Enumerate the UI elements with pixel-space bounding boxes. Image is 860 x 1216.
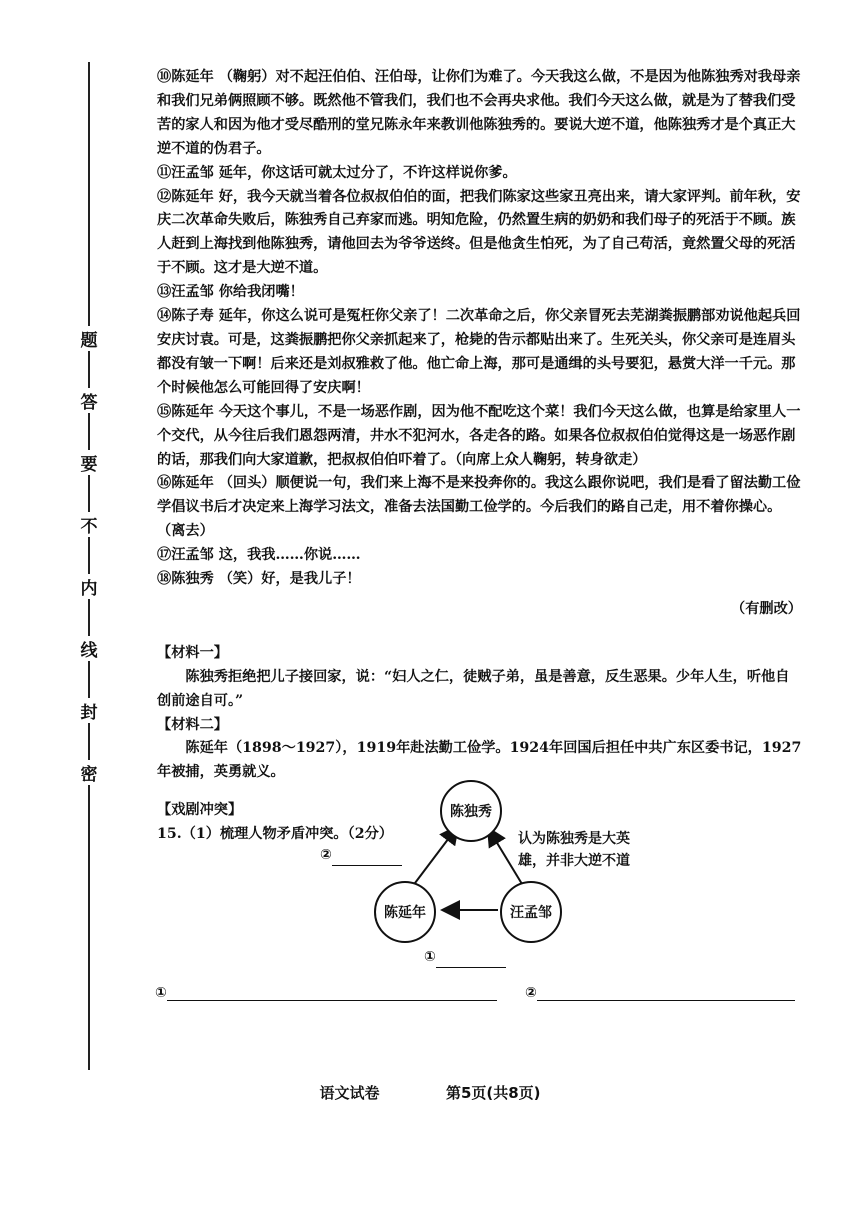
script-line: ⑯陈延年 （回头）顺便说一句，我们来上海不是来投奔你的。我这么跟你说吧，我们是看了留法勤工俭学倡议书后才决定来上海学习法文，准备去法国勤工俭学的。今后我们的路自己走，用不着你操心。（离去）	[157, 475, 801, 540]
binding-char: 题	[72, 326, 106, 351]
node-chen-yannian: 陈延年	[374, 881, 436, 943]
binding-char: 答	[72, 388, 106, 413]
script-line: ⑮陈延年 今天这个事儿，不是一场恶作剧，因为他不配吃这个菜！我们今天这么做，也算是给家里人一个交代，从今往后我们恩怨两清，井水不犯河水，各走各的路。如果各位叔叔伯伯觉得这是一场恶作剧的话，那我们向大家道歉，把叔叔伯伯吓着了。（向席上众人鞠躬，转身欲走）	[157, 403, 801, 468]
binding-char: 不	[72, 512, 106, 537]
conflict-diagram	[300, 778, 660, 968]
footer-subject: 语文试卷	[319, 1084, 380, 1102]
node-wang-mengzou: 汪孟邹	[500, 881, 562, 943]
script-line: ⑱陈独秀 （笑）好，是我儿子！	[157, 571, 361, 588]
binding-char: 要	[72, 450, 106, 475]
page-footer	[0, 1082, 860, 1103]
blank-2[interactable]: ②	[320, 844, 402, 866]
blank-1[interactable]: ①	[424, 946, 506, 968]
source-note: （有删改）	[731, 600, 802, 617]
section-heading: 【戏剧冲突】	[157, 802, 243, 819]
script-line: ⑩陈延年 （鞠躬）对不起汪伯伯、汪伯母，让你们为难了。今天我这么做，不是因为他陈独秀对我母亲和我们兄弟俩照顾不够。既然他不管我们，我们也不会再央求他。我们今天这么做，就是为了替我们受苦的家人和因为他才受尽酷刑的堂兄陈永年来教训他陈独秀的。要说大逆不道，他陈独秀才是个真正大逆不道的伪君子。	[157, 69, 801, 157]
label-mengzou-view: 认为陈独秀是大英 雄，并非大逆不道	[518, 831, 630, 869]
script-line: ⑭陈子寿 延年，你这么说可是冤枉你父亲了！二次革命之后，你父亲冒死去芜湖粪振鹏部劝说他起兵回安庆讨袁。可是，这粪振鹏把你父亲抓起来了，枪毙的告示都贴出来了。生死关头，你父亲可是连眉头都没有皱一下啊！后来还是刘叔雅救了他。他亡命上海，那可是通缉的头号要犯，悬赏大洋一千元。那个时候他怎么可能回得了安庆啊！	[157, 308, 801, 396]
script-line: ⑫陈延年 好，我今天就当着各位叔叔伯伯的面，把我们陈家这些家丑亮出来，请大家评判。前年秋，安庆二次革命失败后，陈独秀自己弃家而逃。明知危险，仍然置生病的奶奶和我们母子的死活于不顾。族人赶到上海找到他陈独秀，请他回去为爷爷送终。但是他贪生怕死，为了自己苟活，竟然置父母的死活于不顾。这才是大逆不道。	[157, 188, 801, 277]
script-line: ⑰汪孟邹 这，我我……你说……	[157, 547, 361, 564]
material2-heading: 【材料二】	[157, 716, 228, 733]
binding-char: 线	[72, 636, 106, 661]
node-chen-duxiu: 陈独秀	[440, 780, 502, 842]
arrow-mengzou-to-duxiu	[488, 828, 522, 884]
footer-page: 第5页(共8页)	[445, 1084, 541, 1102]
script-line: ⑪汪孟邹 延年，你这话可就太过分了，不许这样说你爹。	[157, 164, 517, 181]
material2-text: 陈延年（1898～1927），1919年赴法勤工俭学。1924年回国后担任中共广东区委书记，1927年被捕，英勇就义。	[157, 740, 802, 781]
binding-char: 密	[72, 760, 106, 785]
main-content	[157, 66, 802, 847]
material1-heading: 【材料一】	[157, 644, 228, 661]
binding-char: 内	[72, 574, 106, 599]
script-line: ⑬汪孟邹 你给我闭嘴！	[157, 284, 304, 301]
answer-2[interactable]: ②	[525, 985, 795, 1001]
binding-char: 封	[72, 698, 106, 723]
answer-lines	[155, 985, 805, 1009]
answer-1[interactable]: ①	[155, 985, 497, 1001]
material1-text: 陈独秀拒绝把儿子接回家，说：“妇人之仁，徒贼子弟，虽是善意，反生恶果。少年人生，听他自创前途自可。”	[157, 668, 790, 709]
question-text: 15.（1）梳理人物矛盾冲突。（2分）	[157, 826, 393, 843]
binding-instructions	[72, 320, 106, 800]
